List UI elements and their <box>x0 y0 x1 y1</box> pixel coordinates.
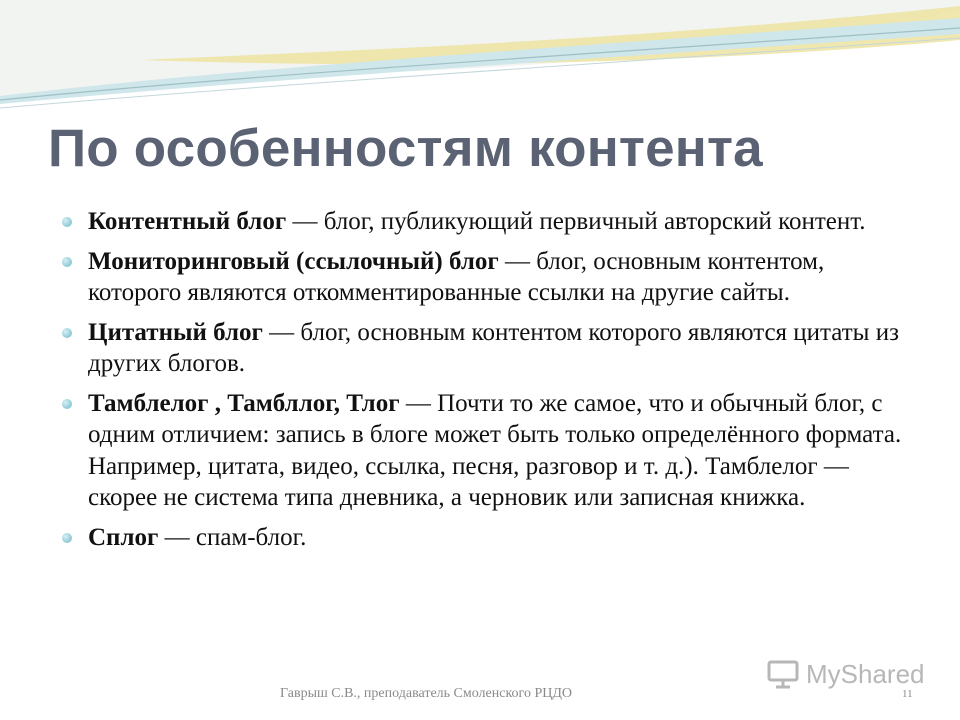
watermark-text: MyShared <box>806 658 925 689</box>
bullet-text: — блог, основным контентом которого являются цитаты из других блогов. <box>88 318 899 377</box>
bullet-text: — блог, основным контентом, которого являются откомментированные ссылки на другие сайты. <box>88 247 825 306</box>
bullet-item <box>62 388 922 514</box>
bullet-text: — Почти то же самое, что и обычный блог, с одним отличием: запись в блоге может быть только определённого формата. Например, цитата, видео, ссылка, песня, разговор и т. д.). Тамблелог — скорее не система типа дневника, а черновик или записная книжка. <box>88 389 902 511</box>
circle-bullet-icon <box>62 328 72 338</box>
bullet-term: Мониторинговый (ссылочный) блог <box>88 247 499 275</box>
bullet-list <box>62 206 922 561</box>
bullet-term: Цитатный блог <box>88 318 263 346</box>
slide-title: По особенностям контента <box>48 119 763 178</box>
header-wave-decoration <box>0 0 960 120</box>
bullet-term: Контентный блог <box>88 208 287 235</box>
bullet-text: — блог, публикующий первичный авторский контент. <box>286 208 866 235</box>
bullet-item <box>62 317 922 380</box>
circle-bullet-icon <box>62 399 72 409</box>
bullet-text: — спам-блог. <box>158 523 307 551</box>
bullet-item <box>62 206 922 238</box>
bullet-item <box>62 522 922 554</box>
presentation-board-icon <box>766 659 800 689</box>
circle-bullet-icon <box>62 217 72 227</box>
footer-author: Гаврыш С.В., преподаватель Смоленского РЦДО <box>280 686 573 701</box>
bullet-term: Тамблелог , Тамбллог, Тлог <box>88 389 400 417</box>
circle-bullet-icon <box>62 257 72 267</box>
bullet-term: Сплог <box>88 523 159 551</box>
bullet-item <box>62 246 922 309</box>
circle-bullet-icon <box>62 533 72 543</box>
page-number: 11 <box>902 688 913 700</box>
watermark <box>766 654 925 694</box>
